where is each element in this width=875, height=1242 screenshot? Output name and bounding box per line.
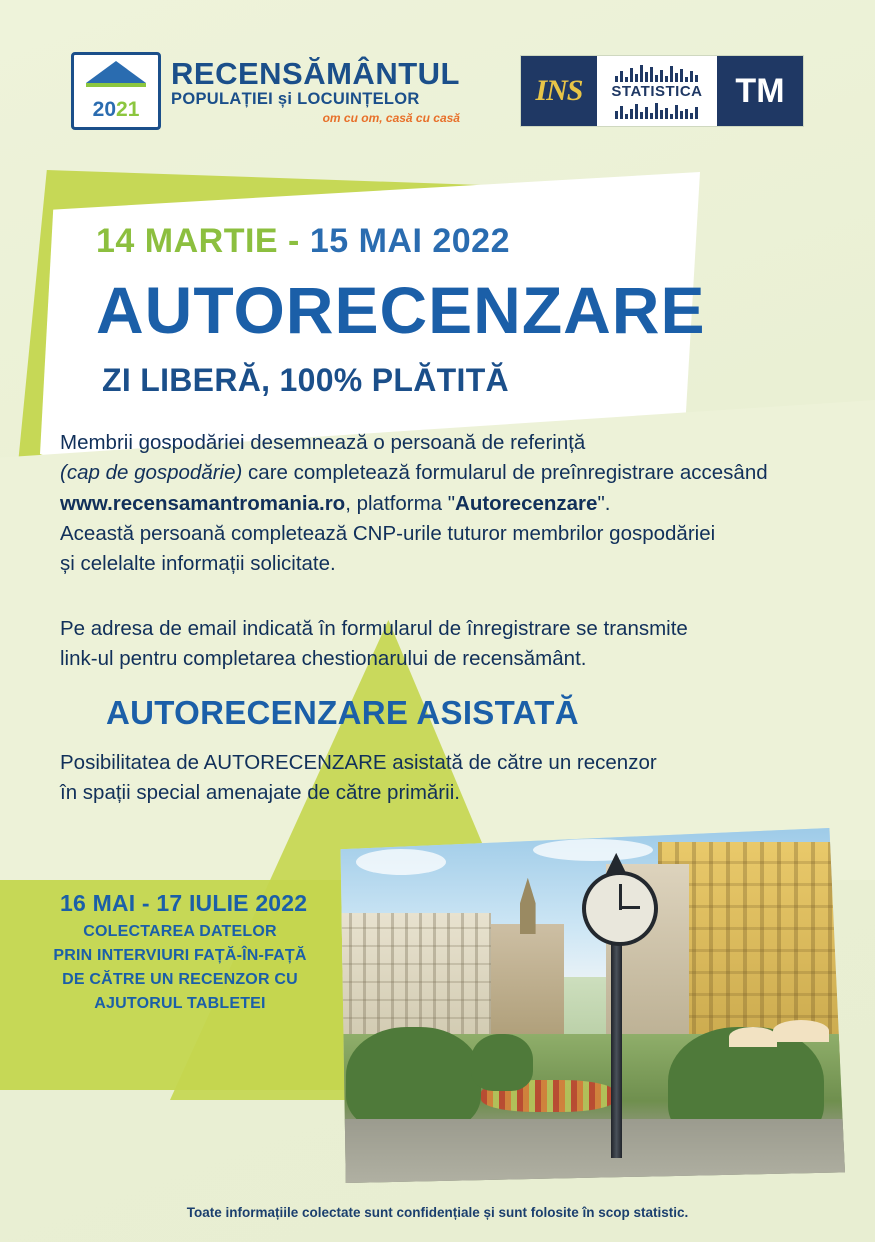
census-logo-text xyxy=(171,55,460,126)
clock-icon xyxy=(582,871,658,946)
bar-chart-icon-mirror xyxy=(615,101,698,119)
paragraph2-line2: link-ul pentru completarea chestionarului de recensământ. xyxy=(60,647,587,671)
collection-description xyxy=(40,920,320,1016)
logo-year xyxy=(74,98,158,122)
paragraph3-line2: în spații special amenajate de către primării. xyxy=(60,781,460,805)
section-heading-assisted: AUTORECENZARE ASISTATĂ xyxy=(106,694,579,731)
collection-date-range: 16 MAI - 17 IULIE 2022 xyxy=(60,890,308,916)
city-square-photo xyxy=(325,828,845,1183)
paragraph3-line1: Posibilitatea de AUTORECENZARE asistată de către un recenzor xyxy=(60,751,657,774)
ins-logo xyxy=(520,55,804,127)
paragraph1-line3-end: ". xyxy=(597,491,611,515)
house-roofline-shape xyxy=(86,83,146,87)
census-logo xyxy=(71,52,460,130)
collection-desc-line2: PRIN INTERVIURI FAȚĂ-ÎN-FAȚĂ xyxy=(53,947,307,964)
paragraph1-line2 xyxy=(60,458,850,488)
footnote-text: Toate informațiile colectate sunt confidențiale și sunt folosite în scop statistic. xyxy=(186,1205,689,1220)
page-title: AUTORECENZARE xyxy=(96,273,706,347)
logo-year-suffix: 21 xyxy=(116,98,140,121)
hero-date-part2: 15 MAI 2022 xyxy=(309,222,510,260)
bar-chart-icon xyxy=(615,64,698,82)
census-logo-line1: RECENSĂMÂNTUL xyxy=(171,55,460,91)
paragraph1-line1: Membrii gospodăriei desemnează o persoană de referință xyxy=(60,431,586,454)
census-logo-line2: POPULAȚIEI și LOCUINȚELOR xyxy=(171,89,420,108)
website-link[interactable]: www.recensamantromania.ro xyxy=(60,491,346,515)
paragraph1-line2-italic: (cap de gospodărie) xyxy=(60,461,243,485)
house-icon xyxy=(71,52,161,130)
paragraph-email xyxy=(60,614,850,675)
paragraph1-line4: Această persoană completează CNP-urile tuturor membrilor gospodăriei xyxy=(60,521,716,545)
platform-name: Autorecenzare xyxy=(455,491,598,515)
photo-umbrella xyxy=(729,1027,777,1047)
hero-date-part1: 14 MARTIE - xyxy=(96,222,310,260)
photo-cloud xyxy=(533,839,653,861)
collection-desc-line1: COLECTAREA DATELOR xyxy=(83,923,277,940)
statistica-block xyxy=(597,56,717,126)
photo-umbrella xyxy=(773,1020,829,1042)
paragraph1-line2-rest: care completează formularul de preînregistrare accesând xyxy=(242,461,768,485)
poster-header xyxy=(0,52,875,130)
photo-hedge xyxy=(471,1034,533,1091)
statistica-label: STATISTICA xyxy=(611,82,703,100)
ins-monogram: INS xyxy=(521,56,597,126)
paragraph1-line5: și celelalte informații solicitate. xyxy=(60,552,336,576)
collection-desc-line4: AJUTORUL TABLETEI xyxy=(94,995,266,1012)
house-roof-shape xyxy=(86,61,146,83)
paragraph-registration xyxy=(60,428,850,580)
hero-subtitle: ZI LIBERĂ, 100% PLĂTITĂ xyxy=(102,362,509,398)
paragraph1-line3-mid: , platforma " xyxy=(345,491,456,515)
paragraph-assisted xyxy=(60,748,850,809)
paragraph2-line1: Pe adresa de email indicată în formularul de înregistrare se transmite xyxy=(60,617,688,640)
photo-hedge xyxy=(346,1027,481,1134)
census-logo-tagline: om cu om, casă cu casă xyxy=(322,111,460,126)
photo-pavement xyxy=(325,1119,845,1183)
hero-date-range xyxy=(96,222,510,261)
paragraph1-line3 xyxy=(60,489,850,519)
collection-desc-line3: DE CĂTRE UN RECENZOR CU xyxy=(62,971,298,988)
tm-label: TM xyxy=(717,56,803,126)
logo-year-prefix: 20 xyxy=(92,98,117,121)
